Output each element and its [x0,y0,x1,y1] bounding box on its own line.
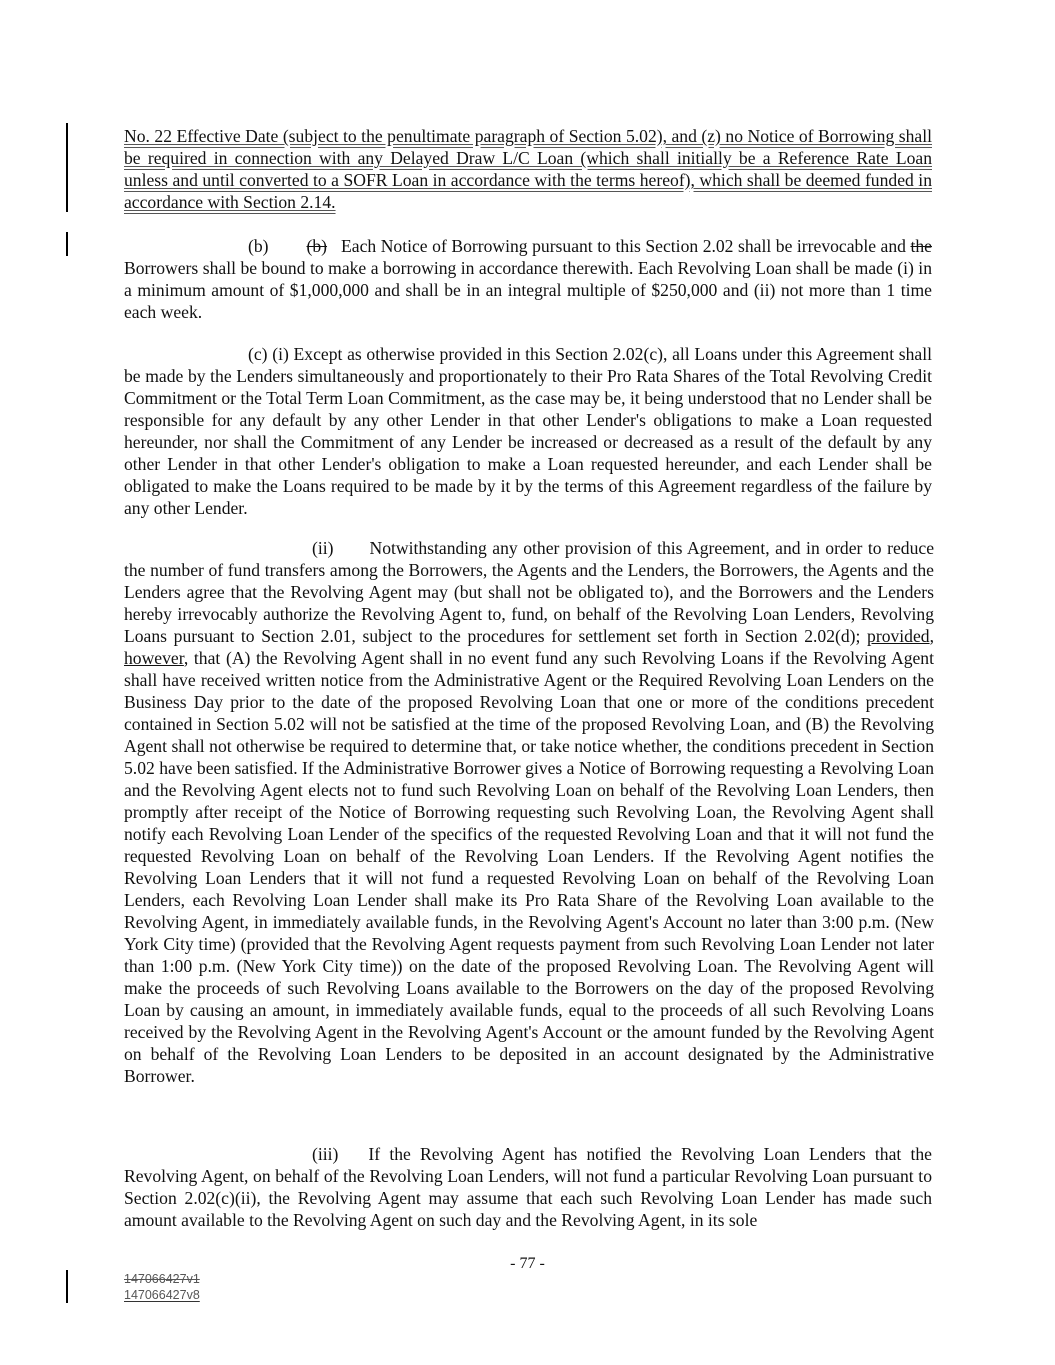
page-number: - 77 - [510,1255,545,1272]
paragraph-continuation: No. 22 Effective Date (subject to the penultimate paragraph of Section 5.02), and (z) no Notice of Borrowing shall be required in connection with any Delayed Draw L/C Loan (which shall initially be a Reference Rate Loan unless and until converted to a SOFR Loan in accordance with the terms hereof), which shall be deemed funded in accordance with Section 2.14. [124,126,932,212]
paragraph-c-label: (c) (i) [248,344,289,364]
doc-id-old: 147066427v1 [124,1272,200,1286]
paragraph-b-deleted-word: the [910,236,932,256]
paragraph-iii-label: (iii) [312,1144,339,1164]
paragraph-b-text-1: Each Notice of Borrowing pursuant to this Section 2.02 shall be irrevocable and [341,236,911,256]
paragraph-b [124,235,932,323]
paragraph-b-text-2: Borrowers shall be bound to make a borrowing in accordance therewith. Each Revolving Loan shall be made (i) in a minimum amount of $1,000,000 and shall be in an integral multiple of $250,000 and (ii) not more than 1 time each week. [124,258,932,322]
paragraph-c-iii [124,1143,932,1231]
paragraph-c-text: Except as otherwise provided in this Section 2.02(c), all Loans under this Agreement shall be made by the Lenders simultaneously and proportionately to their Pro Rata Shares of the Total Revolving Credit Commitment or the Total Term Loan Commitment, as the case may be, it being understood that no Lender shall be responsible for any default by any other Lender in that other Lender's obligations to make a Loan requested hereunder, nor shall the Commitment of any Lender be increased or decreased as a result of the default by any other Lender in that other Lender's obligation to make a Loan requested hereunder, and each Lender shall be obligated to make the Loans required to be made by it by the terms of this Agreement regardless of the failure by any other Lender. [124,344,932,518]
paragraph-ii-text-2: , that (A) the Revolving Agent shall in no event fund any such Revolving Loans if the Revolving Agent shall have received written notice from the Administrative Agent or the Required Revolving Loan Lenders on the Business Day prior to the date of the proposed Revolving Loan that one or more of the conditions precedent contained in Section 5.02 will not be satisfied at the time of the proposed Revolving Loan, and (B) the Revolving Agent shall not otherwise be required to determine that, or take notice whether, the conditions precedent in Section 5.02 have been satisfied. If the Administrative Borrower gives a Notice of Borrowing requesting a Revolving Loan and the Revolving Agent elects not to fund such Revolving Loan on behalf of the Revolving Loan Lenders, then promptly after receipt of the Notice of Borrowing requesting such Revolving Loan, the Revolving Agent shall notify each Revolving Loan Lender of the specifics of the requested Revolving Loan and that it will not fund the requested Revolving Loan on behalf of the Revolving Loan Lenders. If the Revolving Agent notifies the Revolving Loan Lenders that it will not fund a requested Revolving Loan on behalf of the Revolving Loan Lenders, each Revolving Loan Lender shall make its Pro Rata Share of the Revolving Loan available to the Revolving Agent, in immediately available funds, in the Revolving Agent's Account no later than 3:00 p.m. (New York City time) (provided that the Revolving Agent requests payment from such Revolving Loan Lender not later than 1:00 p.m. (New York City time)) on the date of the proposed Revolving Loan. The Revolving Agent will make the proceeds of such Revolving Loans available to the Borrowers on the day of the proposed Revolving Loan by causing an amount, in immediately available funds, equal to the proceeds of all such Revolving Loans received by the Revolving Agent in the Revolving Agent's Account or the amount funded by the Revolving Agent on behalf of the Revolving Loan Lenders to be deposited in an account designated by the Administrative Borrower. [124,648,934,1086]
however-term: however [124,648,184,668]
paragraph-c-ii [124,537,934,1087]
doc-id-new: 147066427v8 [124,1288,200,1302]
paragraph-c-i [124,343,932,519]
paragraph-b-label: (b) [248,236,269,256]
paragraph-b-deleted-label: (b) [306,236,328,256]
paragraph-ii-label: (ii) [312,538,334,558]
paragraph-iii-text: If the Revolving Agent has notified the Revolving Loan Lenders that the Revolving Agent, on behalf of the Revolving Loan Lenders, will not fund a particular Revolving Loan pursuant to Section 2.02(c)(ii), the Revolving Agent may assume that each such Revolving Loan Lender has made such amount available to the Revolving Agent on such day and the Revolving Agent, in its sole [124,1144,932,1230]
paragraph-ii-text-1: Notwithstanding any other provision of this Agreement, and in order to reduce the number of fund transfers among the Borrowers, the Agents and the Lenders, the Borrowers, the Agents and the Lenders agree that the Revolving Agent may (but shall not be obligated to), and the Borrowers and the Lenders hereby irrevocably authorize the Revolving Agent to, fund, on behalf of the Revolving Loan Lenders, Revolving Loans pursuant to Section 2.01, subject to the procedures for settlement set forth in Section 2.02(d); [124,538,934,646]
comma: , [929,626,934,646]
change-bar-top [66,123,68,212]
change-bar-b [66,232,68,256]
provided-term: provided [867,626,930,646]
